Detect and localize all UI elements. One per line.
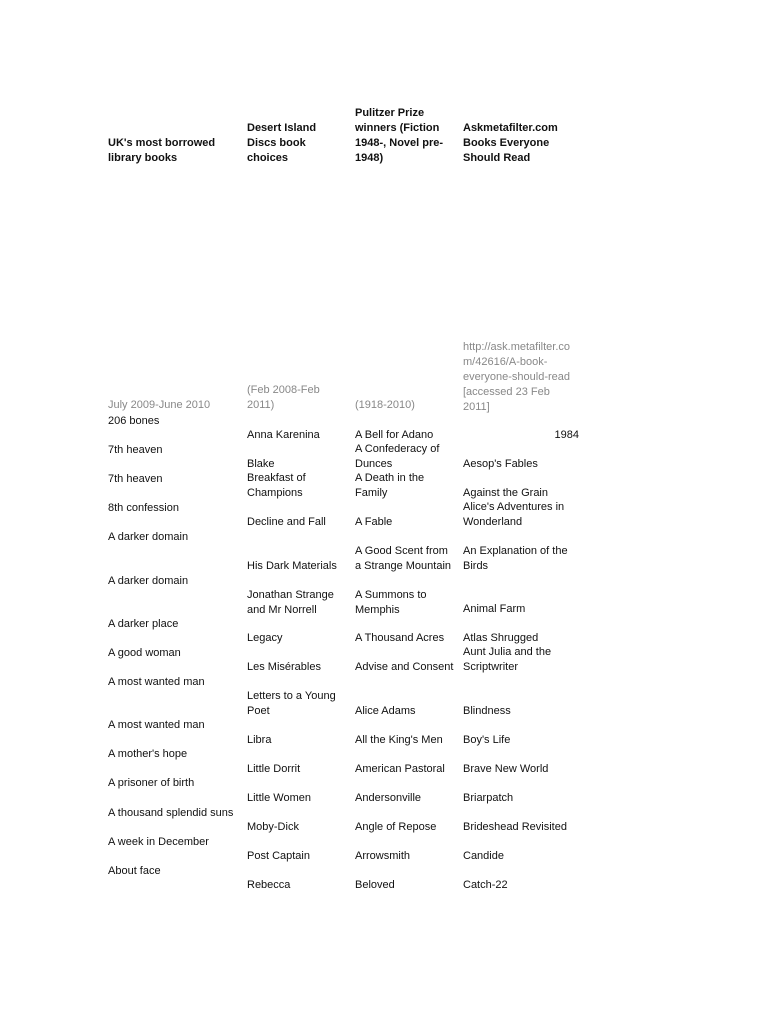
item-line: Blake	[247, 458, 275, 470]
item-line: Andersonville	[355, 792, 422, 804]
list-item	[463, 500, 579, 529]
subheader-line: July 2009-June 2010	[108, 399, 211, 411]
header-line: choices	[247, 152, 288, 164]
list-item	[247, 457, 351, 472]
item-line: Dunces	[355, 457, 393, 470]
subheader-line: everyone-should-read	[463, 371, 571, 383]
list-item	[463, 602, 579, 617]
header-line: Pulitzer Prize	[355, 107, 425, 119]
list-item	[463, 791, 579, 806]
list-item	[247, 471, 351, 500]
item-line: Little Dorrit	[247, 763, 301, 775]
item-line: Letters to a Young	[247, 690, 336, 702]
item-line: Family	[355, 486, 388, 499]
list-item	[247, 515, 351, 530]
subheader-line: (Feb 2008-Feb	[247, 384, 320, 396]
list-item	[247, 631, 351, 646]
header-uk-most-borrowed	[108, 136, 244, 166]
item-line: Rebecca	[247, 879, 291, 891]
item-line: Poet	[247, 704, 270, 717]
list-item	[247, 428, 351, 443]
item-line: Jonathan Strange	[247, 589, 334, 601]
list-item	[355, 442, 459, 471]
item-line: Against the Grain	[463, 487, 548, 499]
item-line: Arrowsmith	[355, 850, 411, 862]
header-line: library books	[108, 152, 178, 164]
subheader-line: m/42616/A-book-	[463, 356, 548, 368]
subheader-date-range	[355, 398, 459, 413]
item-line: An Explanation of the	[463, 545, 568, 557]
list-item	[247, 660, 351, 675]
item-line: Little Women	[247, 792, 311, 804]
item-line: Wonderland	[463, 515, 523, 528]
list-item	[463, 704, 579, 719]
item-line: Birds	[463, 559, 489, 572]
list-item	[463, 849, 579, 864]
list-item: 8th confession	[108, 502, 179, 514]
header-line: Should Read	[463, 152, 531, 164]
item-line: Blindness	[463, 705, 511, 717]
list-item	[463, 820, 579, 835]
list-item: 7th heaven	[108, 473, 163, 485]
item-line: Alice's Adventures in	[463, 501, 565, 513]
item-line: Animal Farm	[463, 603, 526, 615]
item-line: A Death in the	[355, 472, 425, 484]
list-item	[355, 733, 459, 748]
list-item	[463, 631, 579, 646]
list-item	[463, 544, 579, 573]
subheader-line: http://ask.metafilter.co	[463, 341, 570, 353]
item-line: a Strange Mountain	[355, 559, 452, 572]
list-item	[355, 428, 459, 443]
subheader-line: 2011)	[247, 399, 275, 411]
item-line: and Mr Norrell	[247, 603, 317, 616]
list-item: A most wanted man	[108, 719, 205, 731]
list-item: A darker domain	[108, 575, 189, 587]
item-line: Atlas Shrugged	[463, 632, 539, 644]
item-line: A Bell for Adano	[355, 429, 434, 441]
list-item	[247, 733, 351, 748]
item-line: Boy's Life	[463, 734, 511, 746]
item-line: Aunt Julia and the	[463, 646, 552, 658]
header-line: Askmetafilter.com	[463, 122, 558, 134]
list-item: A most wanted man	[108, 676, 205, 688]
subheader-date-range	[247, 383, 351, 413]
list-item	[355, 820, 459, 835]
list-item: A darker place	[108, 618, 179, 630]
list-item: A prisoner of birth	[108, 777, 195, 789]
subheader-line: 2011]	[463, 401, 490, 413]
header-line: Discs book	[247, 137, 306, 149]
item-line: His Dark Materials	[247, 560, 337, 572]
subheader-source-url	[463, 340, 579, 415]
list-item: A darker domain	[108, 531, 189, 543]
item-line: Champions	[247, 486, 303, 499]
list-item	[247, 689, 351, 718]
list-item	[247, 762, 351, 777]
header-line: Books Everyone	[463, 137, 550, 149]
list-item	[463, 457, 579, 472]
list-item: A mother's hope	[108, 748, 188, 760]
item-line: A Fable	[355, 516, 393, 528]
item-line: American Pastoral	[355, 763, 445, 775]
list-item	[355, 471, 459, 500]
item-line: Candide	[463, 850, 504, 862]
item-line: Breakfast of	[247, 472, 306, 484]
list-item	[247, 791, 351, 806]
item-line: Catch-22	[463, 879, 508, 891]
header-desert-island-discs	[247, 121, 351, 166]
list-item	[463, 645, 579, 674]
list-item: 206 bones	[108, 415, 160, 427]
item-line: Advise and Consent	[355, 661, 454, 673]
header-line: Desert Island	[247, 122, 317, 134]
list-item	[355, 878, 459, 893]
list-item	[355, 704, 459, 719]
list-item	[463, 486, 579, 501]
item-line: Angle of Repose	[355, 821, 437, 833]
list-item: 7th heaven	[108, 444, 163, 456]
item-line: Briarpatch	[463, 792, 514, 804]
list-item: About face	[108, 865, 161, 877]
item-line: Memphis	[355, 603, 400, 616]
item-line: Legacy	[247, 632, 283, 644]
list-item	[355, 588, 459, 617]
item-line: Libra	[247, 734, 272, 746]
list-item	[247, 878, 351, 893]
item-line: A Good Scent from	[355, 545, 448, 557]
header-askmetafilter	[463, 121, 579, 166]
list-item	[247, 820, 351, 835]
list-item	[355, 762, 459, 777]
list-item: A thousand splendid suns	[108, 807, 234, 819]
item-line: Brideshead Revisited	[463, 821, 567, 833]
list-item	[463, 428, 579, 443]
subheader-line: [accessed 23 Feb	[463, 386, 550, 398]
header-line: 1948-, Novel pre-	[355, 137, 444, 149]
list-item	[355, 791, 459, 806]
item-line: A Confederacy of	[355, 443, 440, 455]
list-item	[463, 762, 579, 777]
item-line: Beloved	[355, 879, 395, 891]
list-item	[355, 631, 459, 646]
header-pulitzer-prize	[355, 106, 459, 166]
item-line: Aesop's Fables	[463, 458, 538, 470]
list-item	[355, 660, 459, 675]
item-line: All the King's Men	[355, 734, 443, 746]
list-item	[463, 733, 579, 748]
header-line: winners (Fiction	[355, 122, 440, 134]
item-line: Scriptwriter	[463, 660, 519, 673]
item-line: Alice Adams	[355, 705, 416, 717]
list-item	[247, 559, 351, 574]
list-item	[355, 849, 459, 864]
list-item	[247, 849, 351, 864]
item-line: Post Captain	[247, 850, 310, 862]
item-line: Les Misérables	[247, 661, 321, 673]
header-line: 1948)	[355, 152, 384, 164]
item-line: Decline and Fall	[247, 516, 326, 528]
list-item	[463, 878, 579, 893]
subheader-date-range	[108, 398, 244, 413]
item-line: A Summons to	[355, 589, 427, 601]
item-line: Brave New World	[463, 763, 549, 775]
list-item	[247, 588, 351, 617]
list-item: A week in December	[108, 836, 209, 848]
item-line: A Thousand Acres	[355, 632, 445, 644]
subheader-line: (1918-2010)	[355, 399, 415, 411]
list-item	[355, 544, 459, 573]
item-line: Moby-Dick	[247, 821, 299, 833]
item-line: 1984	[554, 429, 579, 441]
list-item: A good woman	[108, 647, 181, 659]
list-item	[355, 515, 459, 530]
item-line: Anna Karenina	[247, 429, 320, 441]
header-line: UK's most borrowed	[108, 137, 216, 149]
